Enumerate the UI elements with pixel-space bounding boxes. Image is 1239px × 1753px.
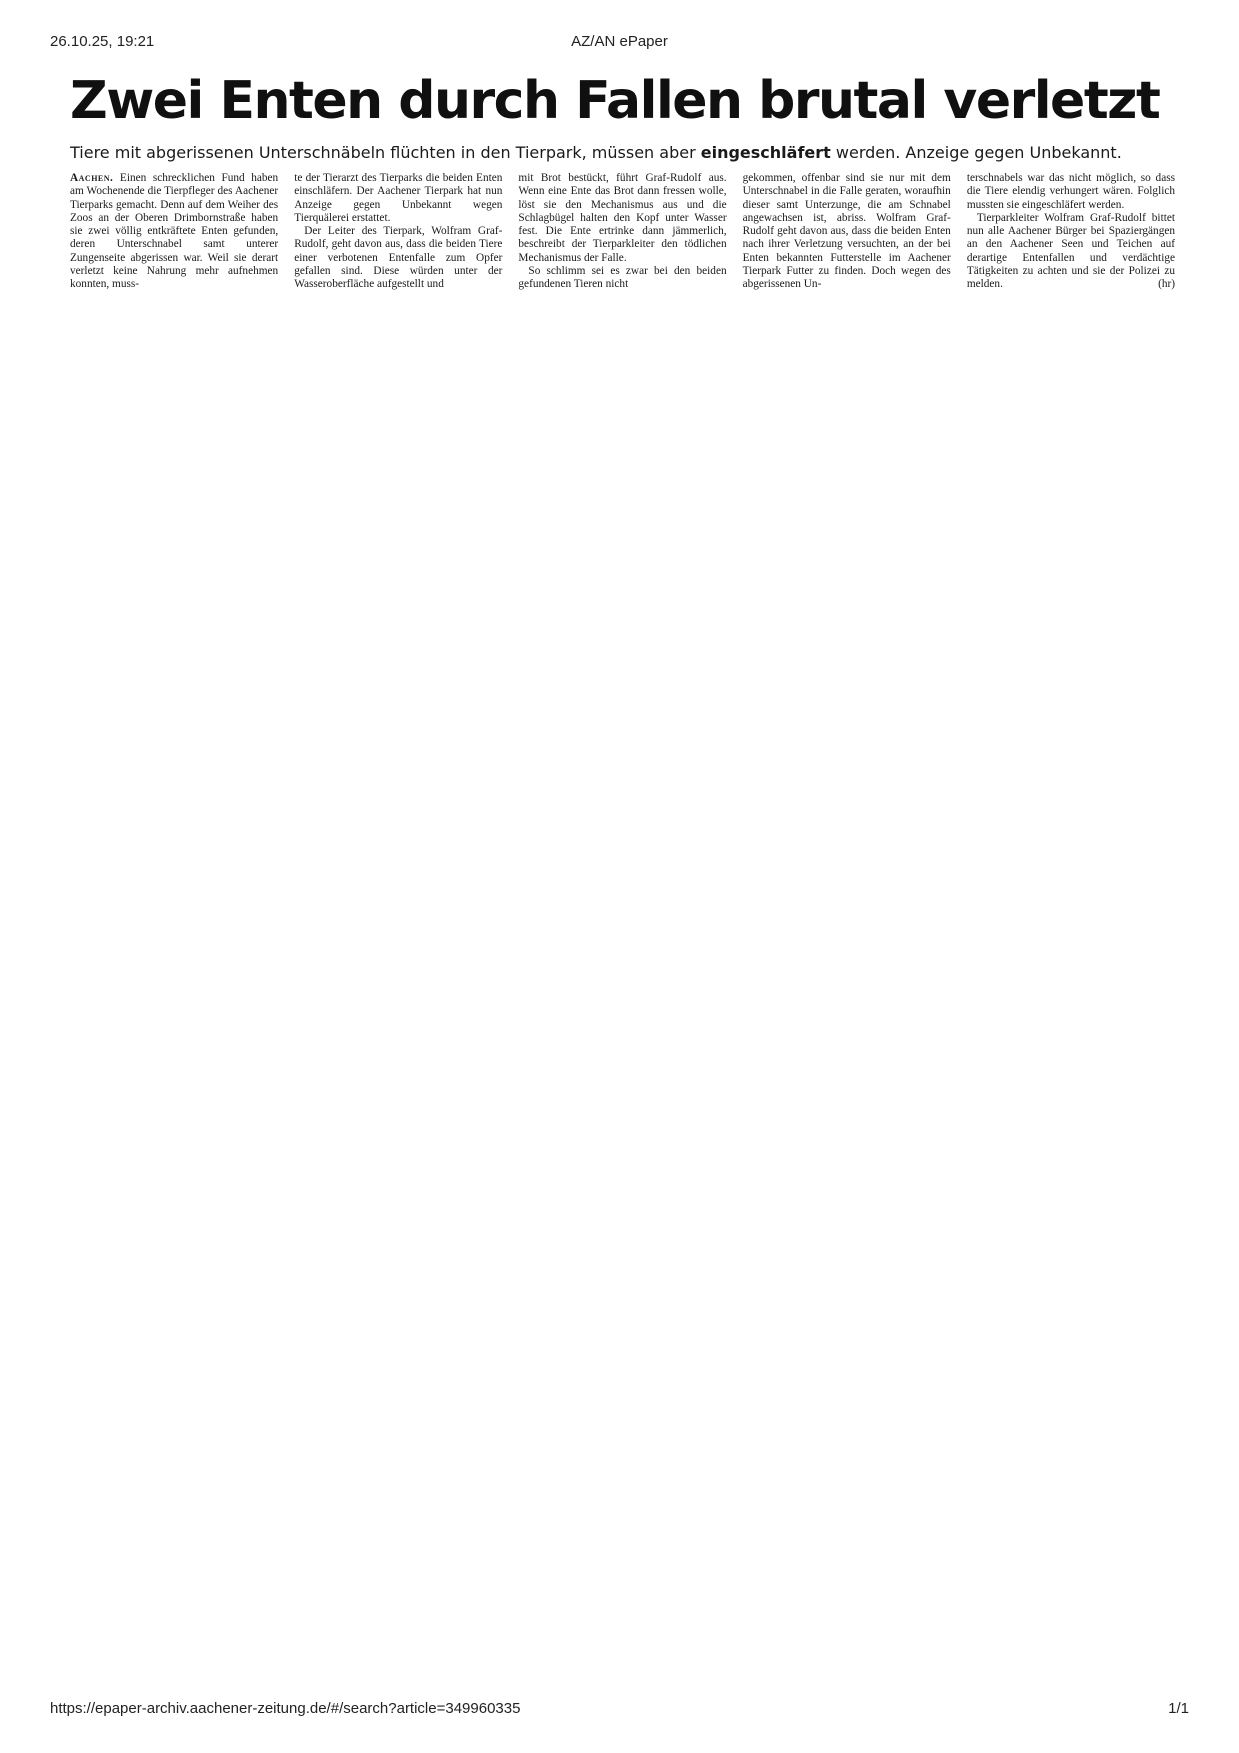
paragraph: Der Leiter des Tierpark, Wolfram Graf-Rudolf, geht davon aus, dass die beiden Tiere einer verbotenen Entenfalle zum Opfer gefallen sind. Diese würden unter der Wasseroberfläche aufgestellt und xyxy=(294,225,503,291)
paragraph: mit Brot bestückt, führt Graf-Rudolf aus. Wenn eine Ente das Brot dann fressen wolle, löst sie den Mechanismus aus und die Schlagbügel halten den Kopf unter Wasser fest. Die Ente ertrinke dann jämmerlich, beschreibt der Tierparkleiter den tödlichen Mechanismus der Falle. xyxy=(518,172,727,264)
print-datetime: 26.10.25, 19:21 xyxy=(50,33,155,50)
subline-bold-word: eingeschläfert xyxy=(700,143,831,162)
paragraph-text: Tierparkleiter Wolfram Graf-Rudolf bittet nun alle Aachener Bürger bei Spaziergängen an den Aachener Seen und Teichen auf derartige Entenfallen und verdächtige Tätigkeiten zu achten und sie der Polizei zu melden. xyxy=(966,211,1176,291)
paragraph-text: Einen schrecklichen Fund haben am Wochenende die Tierpfleger des Aachener Tierparks gemacht. Denn auf dem Weiher des Zoos an der Oberen Drimbornstraße haben sie zwei völlig entkräftete Enten gefunden, deren Unterschnabel samt unterer Zungenseite abgerissen war. Weil sie derart verletzt keine Nahrung mehr aufnehmen konnten, muss- xyxy=(70,172,279,291)
article-headline: Zwei Enten durch Fallen brutal verletzt xyxy=(70,71,1160,131)
article-subheadline xyxy=(70,142,1175,164)
article-column-5 xyxy=(967,172,1175,292)
paragraph xyxy=(70,172,278,292)
article-column-3 xyxy=(518,172,726,292)
paragraph xyxy=(967,212,1175,292)
article-column-2 xyxy=(294,172,502,292)
page-number: 1/1 xyxy=(1168,1700,1189,1717)
print-footer xyxy=(50,1700,1189,1720)
paragraph: So schlimm sei es zwar bei den beiden gefundenen Tieren nicht xyxy=(518,265,727,291)
paragraph: te der Tierarzt des Tierparks die beiden Enten einschläfern. Der Aachener Tierpark hat nun Anzeige gegen Unbekannt wegen Tierquälerei erstattet. xyxy=(294,172,503,224)
article-body xyxy=(70,172,1175,292)
paragraph: terschnabels war das nicht möglich, so dass die Tiere elendig verhungert wären. Folglich mussten sie eingeschläfert werden. xyxy=(966,172,1176,211)
article xyxy=(70,70,1175,292)
source-url: https://epaper-archiv.aachener-zeitung.de/#/search?article=349960335 xyxy=(50,1700,521,1717)
article-column-1 xyxy=(70,172,278,292)
print-title: AZ/AN ePaper xyxy=(571,33,668,50)
print-header xyxy=(50,33,1189,53)
subline-text-start: Tiere mit abgerissenen Unterschnäbeln flüchten in den Tierpark, müssen aber xyxy=(70,143,701,162)
article-column-4 xyxy=(743,172,951,292)
paragraph: gekommen, offenbar sind sie nur mit dem Unterschnabel in die Falle geraten, woraufhin dieser samt Unterzunge, die am Schnabel angewachsen ist, abriss. Wolfram Graf-Rudolf geht davon aus, dass die beiden Enten nach ihrer Verletzung versuchten, an der bei Enten bekannten Futterstelle im Aachener Tierpark Futter zu finden. Doch wegen des abgerissenen Un- xyxy=(742,172,951,291)
author-initials: (hr) xyxy=(1158,278,1176,291)
subline-text-end: werden. Anzeige gegen Unbekannt. xyxy=(830,143,1122,162)
dateline: Aachen. xyxy=(70,172,114,184)
